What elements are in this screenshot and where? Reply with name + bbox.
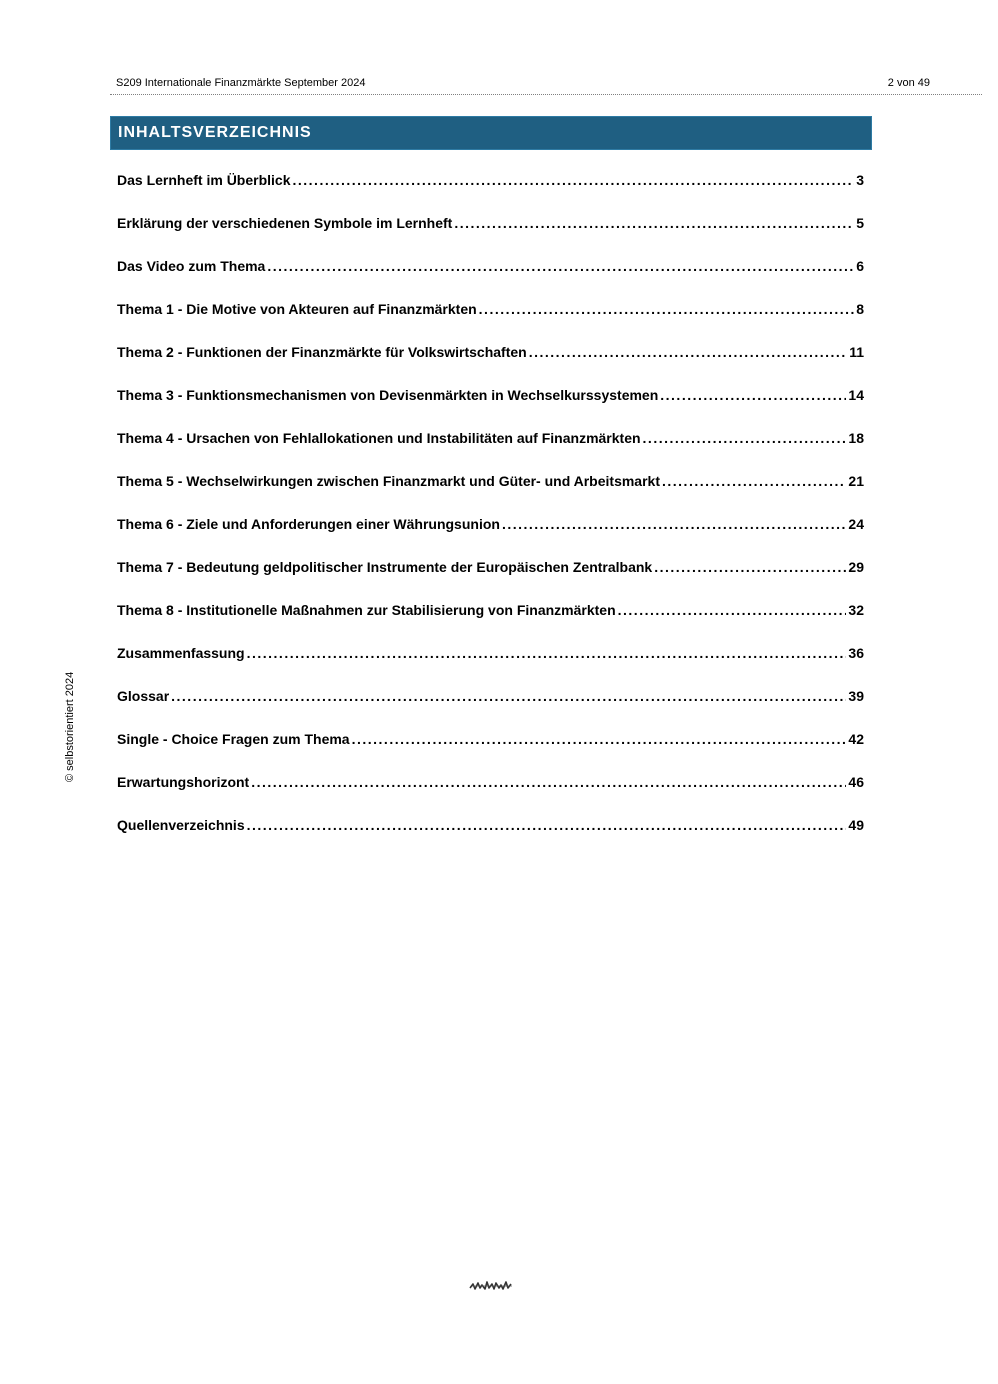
toc-heading-banner [110,116,872,150]
toc-entry-title: Thema 4 - Ursachen von Fehlallokationen und Instabilitäten auf Finanzmärkten [117,430,641,446]
toc-entry-page: 6 [856,258,864,274]
toc-entry-title: Erklärung der verschiedenen Symbole im Lernheft [117,215,453,231]
toc-entry[interactable] [117,258,864,301]
toc-entry[interactable] [117,731,864,774]
page-number: 2 von 49 [887,77,930,89]
toc-entry-title: Erwartungshorizont [117,774,250,790]
toc-entry-page: 42 [848,731,864,747]
toc-entry-title: Thema 3 - Funktionsmechanismen von Devisenmärkten in Wechselkurssystemen [117,387,659,403]
toc-entry[interactable] [117,516,864,559]
toc-entry[interactable] [117,817,864,860]
toc-entry[interactable] [117,602,864,645]
toc-entry-page: 18 [848,430,864,446]
toc-entry-title: Quellenverzeichnis [117,817,245,833]
toc-entry-title: Das Video zum Thema [117,258,266,274]
toc-entry[interactable] [117,688,864,731]
header-divider [110,94,982,95]
toc-entry-page: 36 [848,645,864,661]
toc-entry[interactable] [117,774,864,817]
toc-leader-dots [171,688,846,704]
toc-entry-title: Zusammenfassung [117,645,245,661]
toc-leader-dots [618,602,847,618]
toc-entry-page: 21 [848,473,864,489]
selbstorientiert-logo [468,1276,514,1294]
toc-entry-title: Das Lernheft im Überblick [117,172,291,188]
toc-leader-dots [352,731,847,747]
toc-entry[interactable] [117,344,864,387]
toc-leader-dots [479,301,855,317]
toc-leader-dots [293,172,855,188]
toc-leader-dots [529,344,847,360]
document-title: S209 Internationale Finanzmärkte September 2024 [116,77,366,89]
toc-entry[interactable] [117,559,864,602]
toc-entry-page: 29 [848,559,864,575]
toc-entry-page: 24 [848,516,864,532]
toc-leader-dots [643,430,847,446]
toc-entry[interactable] [117,473,864,516]
toc-entry[interactable] [117,645,864,688]
toc-leader-dots [251,774,846,790]
toc-leader-dots [660,387,846,403]
toc-leader-dots [247,645,847,661]
toc-entry-page: 39 [848,688,864,704]
page-header [116,77,930,93]
toc-entry[interactable] [117,430,864,473]
toc-leader-dots [247,817,847,833]
toc-entry-page: 5 [856,215,864,231]
toc-entry[interactable] [117,172,864,215]
toc-entry-page: 8 [856,301,864,317]
toc-leader-dots [454,215,854,231]
toc-entry-title: Single - Choice Fragen zum Thema [117,731,350,747]
toc-entry-title: Thema 5 - Wechselwirkungen zwischen Finanzmarkt und Güter- und Arbeitsmarkt [117,473,660,489]
toc-entry-page: 32 [848,602,864,618]
toc-entry-page: 46 [848,774,864,790]
toc-entry-title: Glossar [117,688,170,704]
copyright-notice: © selbstorientiert 2024 [64,671,76,782]
toc-entry-page: 11 [849,344,864,360]
toc-entry-page: 49 [848,817,864,833]
toc-leader-dots [654,559,846,575]
toc-entry-page: 3 [856,172,864,188]
toc-entry[interactable] [117,387,864,430]
toc-entry-page: 14 [848,387,864,403]
toc-entry[interactable] [117,215,864,258]
toc-entry-title: Thema 1 - Die Motive von Akteuren auf Finanzmärkten [117,301,477,317]
toc-leader-dots [662,473,846,489]
toc-heading: INHALTSVERZEICHNIS [118,124,312,141]
toc-leader-dots [267,258,854,274]
toc-leader-dots [502,516,846,532]
toc-entry[interactable] [117,301,864,344]
table-of-contents [117,172,864,860]
toc-entry-title: Thema 7 - Bedeutung geldpolitischer Instrumente der Europäischen Zentralbank [117,559,653,575]
toc-entry-title: Thema 2 - Funktionen der Finanzmärkte für Volkswirtschaften [117,344,527,360]
toc-entry-title: Thema 6 - Ziele und Anforderungen einer Währungsunion [117,516,500,532]
toc-entry-title: Thema 8 - Institutionelle Maßnahmen zur Stabilisierung von Finanzmärkten [117,602,616,618]
